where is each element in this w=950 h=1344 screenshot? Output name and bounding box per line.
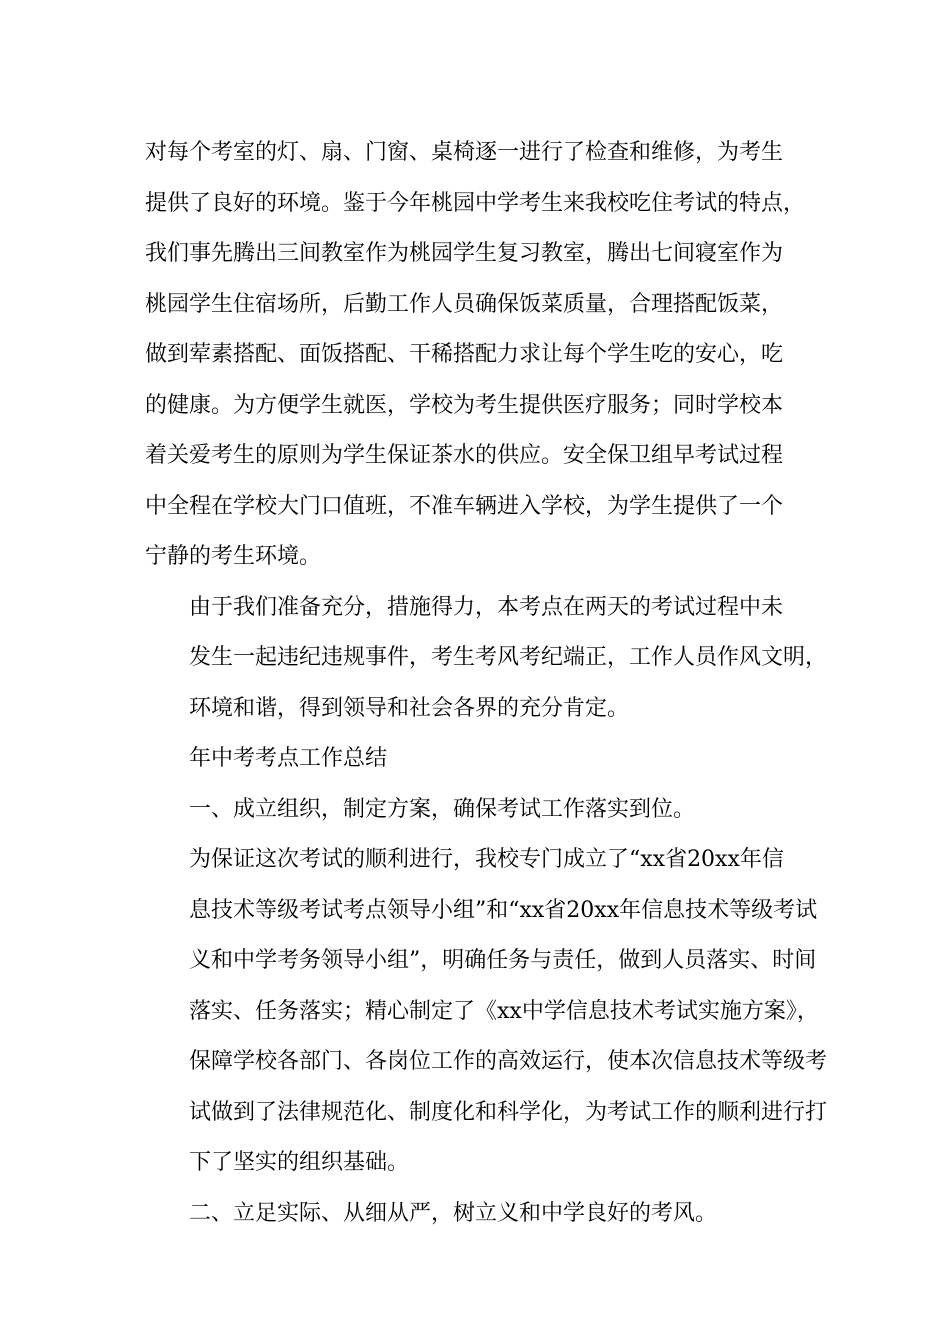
paragraph <box>145 583 828 735</box>
text-line: 对每个考室的灯、扇、门窗、桌椅逐一进行了检查和维修，为考生 <box>145 140 784 165</box>
paragraph <box>145 785 810 836</box>
text-line: 二、立足实际、从细从严，树立义和中学良好的考风。 <box>189 1200 718 1226</box>
document-body <box>145 128 828 1239</box>
text-line: 环境和谐，得到领导和社会各界的充分肯定。 <box>189 695 630 721</box>
text-line: 提供了良好的环境。鉴于今年桃园中学考生来我校吃住考试的特点， <box>145 190 806 216</box>
text-line: 由于我们准备充分，措施得力，本考点在两天的考试过程中未 <box>189 594 784 620</box>
text-line: 为保证这次考试的顺利进行，我校专门成立了“xx省20xx年信 <box>189 847 784 872</box>
paragraph <box>145 835 828 1189</box>
paragraph <box>145 128 810 583</box>
text-line: 义和中学考务领导小组”，明确任务与责任，做到人员落实、时间 <box>189 948 817 973</box>
text-line: 着关爱考生的原则为学生保证茶水的供应。安全保卫组早考试过程 <box>145 443 784 468</box>
text-line: 的健康。为方便学生就医，学校为考生提供医疗服务；同时学校本 <box>145 392 784 418</box>
text-line: 做到荤素搭配、面饭搭配、干稀搭配力求让每个学生吃的安心，吃 <box>145 342 784 367</box>
text-line: 中全程在学校大门口值班，不准车辆进入学校，为学生提供了一个 <box>145 493 784 519</box>
text-line: 年中考考点工作总结 <box>189 746 388 771</box>
text-line: 下了坚实的组织基础。 <box>189 1150 410 1175</box>
text-line: 桃园学生住宿场所，后勤工作人员确保饭菜质量，合理搭配饭菜， <box>145 291 784 317</box>
text-line: 一、成立组织，制定方案，确保考试工作落实到位。 <box>189 796 696 822</box>
paragraph <box>145 734 810 785</box>
text-line: 试做到了法律规范化、制度化和科学化，为考试工作的顺利进行打 <box>189 1099 828 1125</box>
text-line: 我们事先腾出三间教室作为桃园学生复习教室，腾出七间寝室作为 <box>145 241 784 266</box>
text-line: 保障学校各部门、各岗位工作的高效运行，使本次信息技术等级考 <box>189 1049 828 1074</box>
paragraph <box>145 1189 810 1240</box>
text-line: 落实、任务落实；精心制定了《xx中学信息技术考试实施方案》， <box>189 998 819 1024</box>
text-line: 发生一起违纪违规事件，考生考风考纪端正，工作人员作风文明， <box>189 645 828 670</box>
text-line: 息技术等级考试考点领导小组”和“xx省20xx年信息技术等级考试 <box>189 897 818 923</box>
text-line: 宁静的考生环境。 <box>145 544 322 569</box>
